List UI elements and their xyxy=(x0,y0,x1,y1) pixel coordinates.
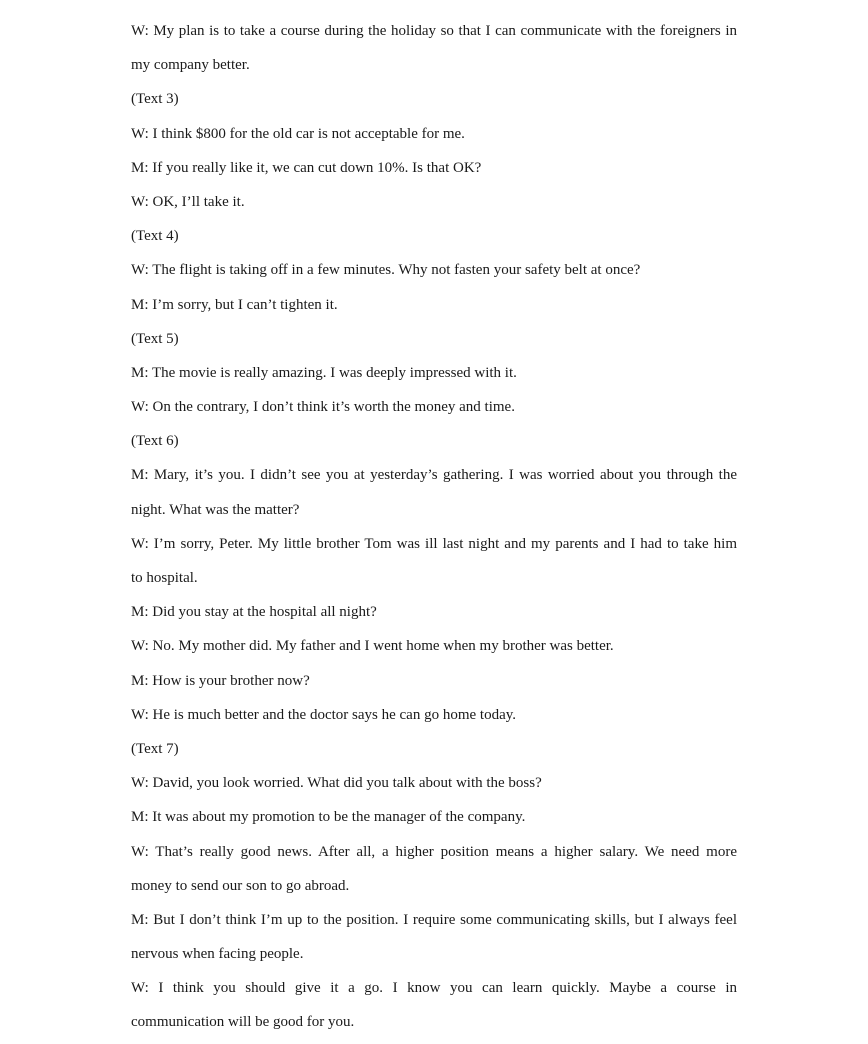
text-line: M: How is your brother now? xyxy=(131,672,310,689)
text-line: W: I think you should give it a go. I know you can learn quickly. Maybe a course in xyxy=(131,980,737,997)
text-line: W: OK, I’ll take it. xyxy=(131,193,245,210)
text-line: M: But I don’t think I’m up to the position. I require some communicating skills, but I always feel xyxy=(131,911,737,928)
text-line: W: I think $800 for the old car is not acceptable for me. xyxy=(131,125,465,142)
text-line: M: Mary, it’s you. I didn’t see you at yesterday’s gathering. I was worried about you through the xyxy=(131,467,737,484)
text-line: nervous when facing people. xyxy=(131,946,304,963)
section-heading: (Text 4) xyxy=(131,228,179,245)
text-line: M: Did you stay at the hospital all night? xyxy=(131,604,377,621)
text-line: M: It was about my promotion to be the manager of the company. xyxy=(131,809,526,826)
section-heading: (Text 7) xyxy=(131,740,179,757)
text-line: my company better. xyxy=(131,57,250,74)
text-line: W: No. My mother did. My father and I went home when my brother was better. xyxy=(131,638,614,655)
text-line: night. What was the matter? xyxy=(131,501,300,518)
section-heading: (Text 6) xyxy=(131,433,179,450)
section-heading: (Text 3) xyxy=(131,91,179,108)
text-line: W: On the contrary, I don’t think it’s worth the money and time. xyxy=(131,399,515,416)
text-line: communication will be good for you. xyxy=(131,1014,355,1031)
text-line: W: He is much better and the doctor says he can go home today. xyxy=(131,706,517,723)
text-line: W: My plan is to take a course during the holiday so that I can communicate with the foreigners in xyxy=(131,23,737,39)
text-line: M: I’m sorry, but I can’t tighten it. xyxy=(131,296,338,313)
text-line: W: The flight is taking off in a few minutes. Why not fasten your safety belt at once? xyxy=(131,262,641,279)
text-line: W: That’s really good news. After all, a higher position means a higher salary. We need more xyxy=(131,843,737,860)
text-line: to hospital. xyxy=(131,570,198,586)
document-body xyxy=(131,17,737,1043)
text-line: W: David, you look worried. What did you talk about with the boss? xyxy=(131,775,542,792)
text-line: M: The movie is really amazing. I was deeply impressed with it. xyxy=(131,364,517,381)
text-line: W: I’m sorry, Peter. My little brother Tom was ill last night and my parents and I had to take him xyxy=(131,535,737,552)
text-line: M: If you really like it, we can cut down 10%. Is that OK? xyxy=(131,159,482,176)
text-line: money to send our son to go abroad. xyxy=(131,877,350,894)
section-heading: (Text 5) xyxy=(131,330,179,347)
